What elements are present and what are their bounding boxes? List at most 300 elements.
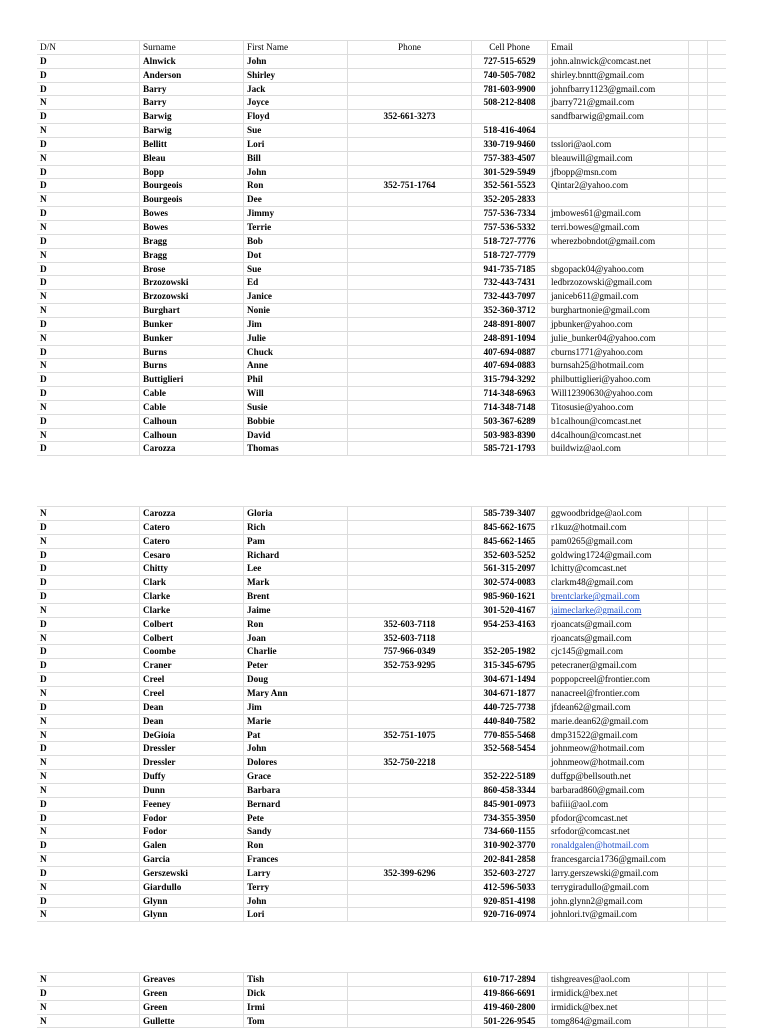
dn-cell: N — [37, 1000, 140, 1014]
email-cell: terri.bowes@gmail.com — [548, 220, 689, 234]
empty-cell — [689, 400, 708, 414]
phone-cell — [348, 359, 472, 373]
contact-table-page-3 — [37, 972, 726, 1028]
first-name-cell: Ed — [244, 276, 348, 290]
dn-cell: N — [37, 783, 140, 797]
phone-cell: 757-966-0349 — [348, 645, 472, 659]
cell-phone-cell: 954-253-4163 — [472, 617, 548, 631]
phone-cell: 352-661-3273 — [348, 110, 472, 124]
first-name-cell: Tom — [244, 1014, 348, 1028]
cell-phone-cell: 310-902-3770 — [472, 839, 548, 853]
email-cell: irmidick@bex.net — [548, 986, 689, 1000]
phone-cell — [348, 590, 472, 604]
first-name-cell: Janice — [244, 290, 348, 304]
dn-cell: N — [37, 603, 140, 617]
cell-phone-cell: 302-574-0083 — [472, 576, 548, 590]
first-name-cell: Doug — [244, 673, 348, 687]
dn-cell: D — [37, 373, 140, 387]
first-name-cell: Julie — [244, 331, 348, 345]
table-row — [37, 1014, 726, 1028]
phone-cell — [348, 234, 472, 248]
empty-cell — [689, 82, 708, 96]
dn-cell: N — [37, 853, 140, 867]
surname-cell: Fodor — [140, 825, 244, 839]
email-cell: Qintar2@yahoo.com — [548, 179, 689, 193]
email-cell: john.glynn2@gmail.com — [548, 894, 689, 908]
first-name-cell: John — [244, 742, 348, 756]
phone-cell — [348, 276, 472, 290]
first-name-cell: Mark — [244, 576, 348, 590]
cell-phone-cell: 734-660-1155 — [472, 825, 548, 839]
phone-cell — [348, 686, 472, 700]
phone-cell — [348, 262, 472, 276]
email-cell: clarkm48@gmail.com — [548, 576, 689, 590]
contact-table-page-1 — [37, 40, 726, 456]
table-row — [37, 520, 726, 534]
first-name-cell: Ron — [244, 617, 348, 631]
cell-phone-cell: 352-603-2727 — [472, 866, 548, 880]
table-row — [37, 110, 726, 124]
first-name-cell: Phil — [244, 373, 348, 387]
empty-cell — [708, 756, 727, 770]
dn-cell: D — [37, 345, 140, 359]
table-row — [37, 193, 726, 207]
first-name-cell: Bob — [244, 234, 348, 248]
cell-phone-cell: 732-443-7431 — [472, 276, 548, 290]
first-name-cell: Gloria — [244, 507, 348, 521]
surname-cell: Bragg — [140, 248, 244, 262]
empty-cell — [689, 304, 708, 318]
header-row — [37, 41, 726, 55]
empty-cell — [708, 54, 727, 68]
contact-table-page-2 — [37, 506, 726, 922]
cell-phone-cell: 985-960-1621 — [472, 590, 548, 604]
cell-phone-cell: 508-212-8408 — [472, 96, 548, 110]
phone-cell — [348, 68, 472, 82]
table-row — [37, 248, 726, 262]
phone-cell — [348, 714, 472, 728]
table-row — [37, 631, 726, 645]
email-cell: duffgp@bellsouth.net — [548, 770, 689, 784]
dn-cell: D — [37, 548, 140, 562]
empty-cell — [689, 262, 708, 276]
email-cell: johnmeow@hotmail.com — [548, 756, 689, 770]
email-cell: julie_bunker04@yahoo.com — [548, 331, 689, 345]
empty-cell — [689, 151, 708, 165]
dn-cell: D — [37, 414, 140, 428]
surname-cell: Barwig — [140, 124, 244, 138]
phone-cell — [348, 520, 472, 534]
table-row — [37, 400, 726, 414]
empty-cell — [708, 659, 727, 673]
table-row — [37, 853, 726, 867]
first-name-cell: John — [244, 165, 348, 179]
phone-cell — [348, 248, 472, 262]
dn-cell: D — [37, 179, 140, 193]
first-name-cell: John — [244, 54, 348, 68]
dn-cell: N — [37, 290, 140, 304]
empty-cell — [689, 631, 708, 645]
dn-cell: N — [37, 825, 140, 839]
surname-cell: Dressler — [140, 756, 244, 770]
empty-cell — [689, 387, 708, 401]
empty-cell — [708, 534, 727, 548]
first-name-cell: Lori — [244, 137, 348, 151]
surname-cell: Bowes — [140, 220, 244, 234]
table-row — [37, 96, 726, 110]
table-row — [37, 742, 726, 756]
dn-cell: N — [37, 96, 140, 110]
dn-cell: D — [37, 317, 140, 331]
empty-cell — [708, 700, 727, 714]
table-row — [37, 54, 726, 68]
surname-cell: Glynn — [140, 908, 244, 922]
empty-cell — [708, 645, 727, 659]
empty-cell — [689, 54, 708, 68]
cell-phone-cell: 781-603-9900 — [472, 82, 548, 96]
email-cell: burghartnonie@gmail.com — [548, 304, 689, 318]
dn-cell: D — [37, 165, 140, 179]
table-row — [37, 387, 726, 401]
empty-cell — [689, 673, 708, 687]
dn-cell: D — [37, 590, 140, 604]
email-cell — [548, 603, 689, 617]
first-name-cell: Joan — [244, 631, 348, 645]
email-cell: r1kuz@hotmail.com — [548, 520, 689, 534]
empty-cell — [689, 165, 708, 179]
empty-cell — [708, 442, 727, 456]
table-row — [37, 673, 726, 687]
surname-cell: Bourgeois — [140, 179, 244, 193]
surname-cell: Barry — [140, 96, 244, 110]
email-cell: nanacreel@frontier.com — [548, 686, 689, 700]
phone-cell — [348, 770, 472, 784]
empty-cell — [689, 576, 708, 590]
phone-cell — [348, 151, 472, 165]
surname-cell: Bowes — [140, 207, 244, 221]
empty-cell — [708, 207, 727, 221]
empty-cell — [689, 714, 708, 728]
empty-cell — [708, 770, 727, 784]
empty-cell — [708, 590, 727, 604]
empty-cell — [708, 400, 727, 414]
table-row — [37, 839, 726, 853]
table-row — [37, 507, 726, 521]
phone-cell — [348, 783, 472, 797]
phone-cell — [348, 207, 472, 221]
empty-cell — [689, 853, 708, 867]
first-name-cell: Shirley — [244, 68, 348, 82]
first-name-cell: Tish — [244, 973, 348, 987]
table-row — [37, 373, 726, 387]
surname-cell: Colbert — [140, 631, 244, 645]
cell-phone-cell: 757-536-5332 — [472, 220, 548, 234]
table-row — [37, 811, 726, 825]
email-cell: shirley.bnntt@gmail.com — [548, 68, 689, 82]
cell-phone-cell: 440-840-7582 — [472, 714, 548, 728]
phone-cell: 352-603-7118 — [348, 631, 472, 645]
table-row — [37, 262, 726, 276]
cell-phone-cell — [472, 631, 548, 645]
table-row — [37, 973, 726, 987]
empty-cell — [689, 686, 708, 700]
first-name-cell: Lee — [244, 562, 348, 576]
table-row — [37, 290, 726, 304]
phone-cell — [348, 742, 472, 756]
empty-cell — [689, 137, 708, 151]
email-cell: jpbunker@yahoo.com — [548, 317, 689, 331]
cell-phone-cell: 301-529-5949 — [472, 165, 548, 179]
email-cell: rjoancats@gmail.com — [548, 617, 689, 631]
empty-cell — [708, 345, 727, 359]
surname-cell: Carozza — [140, 442, 244, 456]
first-name-cell: Jimmy — [244, 207, 348, 221]
dn-cell: D — [37, 673, 140, 687]
first-name-cell: Barbara — [244, 783, 348, 797]
first-name-cell: Ron — [244, 839, 348, 853]
cell-phone-cell — [472, 756, 548, 770]
empty-cell — [708, 728, 727, 742]
empty-cell — [689, 811, 708, 825]
surname-cell: Feeney — [140, 797, 244, 811]
phone-cell — [348, 137, 472, 151]
phone-cell — [348, 193, 472, 207]
cell-phone-cell: 734-355-3950 — [472, 811, 548, 825]
table-body-2 — [37, 507, 726, 922]
surname-cell: Brose — [140, 262, 244, 276]
email-cell: irmidick@bex.net — [548, 1000, 689, 1014]
cell-phone-cell — [472, 110, 548, 124]
first-name-cell: Frances — [244, 853, 348, 867]
table-row — [37, 880, 726, 894]
empty-cell — [689, 825, 708, 839]
surname-cell: Cable — [140, 400, 244, 414]
empty-cell — [689, 96, 708, 110]
dn-cell: D — [37, 576, 140, 590]
surname-cell: Bunker — [140, 331, 244, 345]
email-cell: ledbrzozowski@gmail.com — [548, 276, 689, 290]
first-name-cell: Nonie — [244, 304, 348, 318]
cell-phone-cell: 501-226-9545 — [472, 1014, 548, 1028]
empty-cell — [708, 797, 727, 811]
phone-cell: 352-751-1764 — [348, 179, 472, 193]
first-name-cell: Jim — [244, 700, 348, 714]
dn-cell: D — [37, 137, 140, 151]
surname-cell: Bleau — [140, 151, 244, 165]
empty-cell — [689, 603, 708, 617]
dn-cell: D — [37, 207, 140, 221]
email-link[interactable]: ronaldgalen@hotmail.com — [551, 840, 650, 851]
empty-cell — [689, 659, 708, 673]
cell-phone-cell: 352-568-5454 — [472, 742, 548, 756]
cell-phone-cell: 585-739-3407 — [472, 507, 548, 521]
dn-cell: D — [37, 562, 140, 576]
email-cell: tsslori@aol.com — [548, 137, 689, 151]
surname-cell: Bopp — [140, 165, 244, 179]
email-link[interactable]: brentclarke@gmail.com — [551, 591, 640, 602]
empty-cell — [708, 894, 727, 908]
phone-cell — [348, 1014, 472, 1028]
table-row — [37, 908, 726, 922]
email-cell: john.alnwick@comcast.net — [548, 54, 689, 68]
surname-cell: Alnwick — [140, 54, 244, 68]
empty-cell — [708, 825, 727, 839]
cell-phone-cell: 920-716-0974 — [472, 908, 548, 922]
dn-cell: N — [37, 728, 140, 742]
first-name-cell: Chuck — [244, 345, 348, 359]
dn-cell: N — [37, 193, 140, 207]
surname-cell: Burns — [140, 359, 244, 373]
surname-cell: Colbert — [140, 617, 244, 631]
first-name-cell: Grace — [244, 770, 348, 784]
surname-cell: Carozza — [140, 507, 244, 521]
empty-cell — [708, 304, 727, 318]
cell-phone-cell: 757-383-4507 — [472, 151, 548, 165]
surname-cell: Clark — [140, 576, 244, 590]
surname-cell: Dean — [140, 700, 244, 714]
email-cell: tomg864@gmail.com — [548, 1014, 689, 1028]
empty-cell — [708, 507, 727, 521]
empty-cell — [708, 193, 727, 207]
dn-cell: D — [37, 839, 140, 853]
first-name-cell: Thomas — [244, 442, 348, 456]
table-row — [37, 414, 726, 428]
cell-phone-cell: 440-725-7738 — [472, 700, 548, 714]
empty-cell — [689, 124, 708, 138]
empty-cell — [689, 986, 708, 1000]
first-name-cell: Pete — [244, 811, 348, 825]
table-row — [37, 359, 726, 373]
phone-cell — [348, 96, 472, 110]
empty-cell — [708, 783, 727, 797]
cell-phone-cell: 518-727-7779 — [472, 248, 548, 262]
email-cell — [548, 193, 689, 207]
surname-cell: Gerszewski — [140, 866, 244, 880]
cell-phone-cell: 518-727-7776 — [472, 234, 548, 248]
first-name-cell: Jim — [244, 317, 348, 331]
cell-phone-cell: 518-416-4064 — [472, 124, 548, 138]
dn-cell: N — [37, 631, 140, 645]
surname-cell: Cesaro — [140, 548, 244, 562]
email-cell: sandfbarwig@gmail.com — [548, 110, 689, 124]
cell-phone-cell: 561-315-2097 — [472, 562, 548, 576]
phone-cell — [348, 839, 472, 853]
table-row — [37, 68, 726, 82]
surname-cell: Catero — [140, 534, 244, 548]
cell-phone-cell: 248-891-8007 — [472, 317, 548, 331]
first-name-cell: Anne — [244, 359, 348, 373]
email-cell: d4calhoun@comcast.net — [548, 428, 689, 442]
first-name-cell: Ron — [244, 179, 348, 193]
empty-cell — [708, 686, 727, 700]
phone-cell — [348, 442, 472, 456]
dn-cell: D — [37, 866, 140, 880]
cell-phone-cell: 845-662-1675 — [472, 520, 548, 534]
cell-phone-cell: 407-694-0883 — [472, 359, 548, 373]
empty-cell — [708, 262, 727, 276]
table-row — [37, 428, 726, 442]
email-cell: wherezbobndot@gmail.com — [548, 234, 689, 248]
dn-cell: D — [37, 797, 140, 811]
table-row — [37, 220, 726, 234]
table-row — [37, 986, 726, 1000]
cell-phone-cell: 330-719-9460 — [472, 137, 548, 151]
surname-cell: Fodor — [140, 811, 244, 825]
table-row — [37, 714, 726, 728]
surname-cell: Green — [140, 1000, 244, 1014]
surname-cell: Greaves — [140, 973, 244, 987]
surname-cell: Clarke — [140, 603, 244, 617]
empty-cell — [708, 908, 727, 922]
empty-cell — [708, 986, 727, 1000]
email-link[interactable]: jaimeclarke@gmail.com — [551, 604, 642, 615]
cell-phone-cell: 714-348-6963 — [472, 387, 548, 401]
phone-cell — [348, 603, 472, 617]
table-row — [37, 894, 726, 908]
dn-cell: D — [37, 234, 140, 248]
empty-cell — [708, 110, 727, 124]
cell-phone-cell: 503-983-8390 — [472, 428, 548, 442]
dn-cell: D — [37, 54, 140, 68]
empty-cell — [689, 973, 708, 987]
empty-cell — [689, 68, 708, 82]
surname-cell: Bellitt — [140, 137, 244, 151]
cell-phone-cell: 610-717-2894 — [472, 973, 548, 987]
dn-cell: D — [37, 742, 140, 756]
dn-cell: N — [37, 908, 140, 922]
cell-phone-cell: 727-515-6529 — [472, 54, 548, 68]
surname-cell: Barry — [140, 82, 244, 96]
header-cell-phone: Cell Phone — [472, 41, 548, 55]
table-body-1 — [37, 41, 726, 456]
dn-cell: D — [37, 645, 140, 659]
email-cell: rjoancats@gmail.com — [548, 631, 689, 645]
phone-cell — [348, 220, 472, 234]
email-cell: philbuttiglieri@yahoo.com — [548, 373, 689, 387]
table-row — [37, 137, 726, 151]
empty-cell — [689, 908, 708, 922]
dn-cell: N — [37, 331, 140, 345]
dn-cell: N — [37, 220, 140, 234]
table-row — [37, 207, 726, 221]
empty-cell — [689, 207, 708, 221]
cell-phone-cell: 315-345-6795 — [472, 659, 548, 673]
empty-cell — [689, 548, 708, 562]
dn-cell: D — [37, 276, 140, 290]
table-row — [37, 165, 726, 179]
first-name-cell: Bill — [244, 151, 348, 165]
dn-cell: D — [37, 617, 140, 631]
dn-cell: N — [37, 686, 140, 700]
first-name-cell: Rich — [244, 520, 348, 534]
empty-cell — [708, 603, 727, 617]
empty-cell — [708, 276, 727, 290]
empty-cell — [708, 742, 727, 756]
empty-cell — [689, 359, 708, 373]
cell-phone-cell: 732-443-7097 — [472, 290, 548, 304]
empty-cell — [708, 165, 727, 179]
first-name-cell: Brent — [244, 590, 348, 604]
surname-cell: Dean — [140, 714, 244, 728]
dn-cell: N — [37, 151, 140, 165]
phone-cell — [348, 124, 472, 138]
cell-phone-cell: 860-458-3344 — [472, 783, 548, 797]
email-cell: srfodor@comcast.net — [548, 825, 689, 839]
empty-cell — [708, 631, 727, 645]
empty-cell — [708, 1000, 727, 1014]
surname-cell: Giardullo — [140, 880, 244, 894]
table-row — [37, 345, 726, 359]
